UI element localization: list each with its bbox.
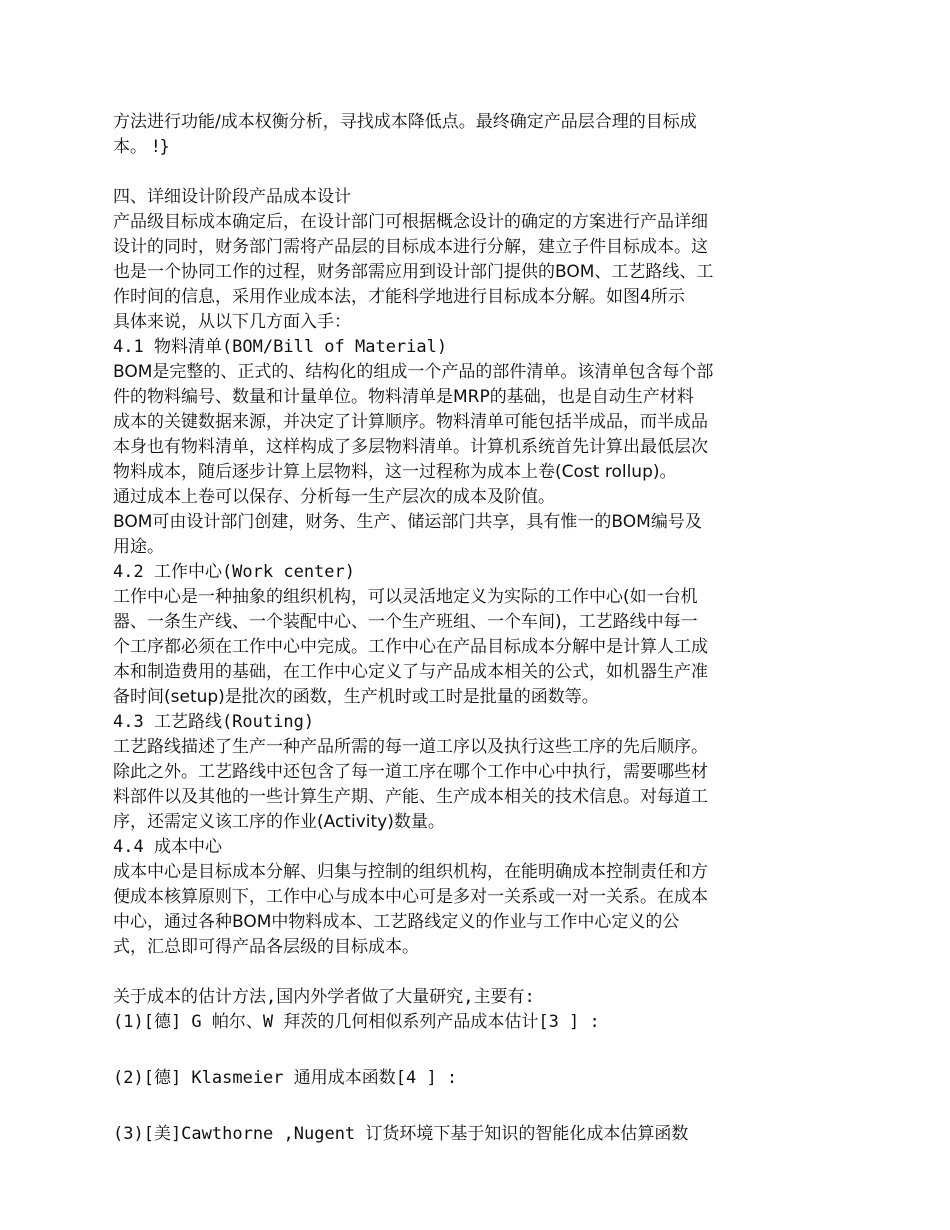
subsection-work-center [113, 560, 773, 710]
text-line: 件的物料编号、数量和计量单位。物料清单是MRP的基础，也是自动生产材料 [113, 387, 694, 407]
paragraph-gap [113, 1035, 773, 1060]
text-line: 用途。 [113, 537, 164, 557]
text-line: 中心，通过各种BOM中物料成本、工艺路线定义的作业与工作中心定义的公 [113, 912, 680, 932]
text-line: BOM是完整的、正式的、结构化的组成一个产品的部件清单。该清单包含每个部 [113, 362, 714, 382]
text-line: 本。 !} [113, 137, 171, 157]
text-line: 式，汇总即可得产品各层级的目标成本。 [113, 937, 419, 957]
text-line: 具体来说，从以下几方面入手： [113, 312, 351, 332]
intro-paragraph [113, 110, 773, 160]
subsection-routing [113, 710, 773, 835]
subsection-heading: 4.3 工艺路线(Routing) [113, 712, 315, 732]
method-item: (3)[美]Cawthorne ,Nugent 订货环境下基于知识的智能化成本估算函数 [113, 1124, 689, 1144]
paragraph-gap [113, 1091, 773, 1116]
method-item: (1)[德] G 帕尔、W 拜茨的几何相似系列产品成本估计[3 ] : [113, 1012, 600, 1032]
text-line: 本和制造费用的基础，在工作中心定义了与产品成本相关的公式，如机器生产准 [113, 662, 708, 682]
method-item: (2)[德] Klasmeier 通用成本函数[4 ] : [113, 1068, 458, 1088]
text-line: 便成本核算原则下，工作中心与成本中心可是多对一关系或一对一关系。在成本 [113, 887, 708, 907]
paragraph-gap [113, 960, 773, 985]
subsection-heading: 4.1 物料清单(BOM/Bill of Material) [113, 337, 448, 357]
text-line: 备时间(setup)是批次的函数，生产机时或工时是批量的函数等。 [113, 687, 599, 707]
section-title: 四、详细设计阶段产品成本设计 [113, 187, 351, 207]
paragraph-gap [113, 160, 773, 185]
text-line: 工作中心是一种抽象的组织机构，可以灵活地定义为实际的工作中心(如一台机 [113, 587, 698, 607]
method-list [113, 1010, 773, 1147]
text-line: 器、一条生产线、一个装配中心、一个生产班组、一个车间)，工艺路线中每一 [113, 612, 698, 632]
text-line: 物料成本，随后逐步计算上层物料，这一过程称为成本上卷(Cost rollup)。 [113, 462, 677, 482]
estimation-intro: 关于成本的估计方法,国内外学者做了大量研究,主要有: [113, 987, 535, 1007]
text-line: 成本中心是目标成本分解、归集与控制的组织机构，在能明确成本控制责任和方 [113, 862, 708, 882]
text-line: BOM可由设计部门创建，财务、生产、储运部门共享，具有惟一的BOM编号及 [113, 512, 702, 532]
text-line: 序，还需定义该工序的作业(Activity)数量。 [113, 812, 445, 832]
text-line: 通过成本上卷可以保存、分析每一生产层次的成本及阶值。 [113, 487, 555, 507]
section-paragraph [113, 210, 773, 335]
text-line: 成本的关键数据来源，并决定了计算顺序。物料清单可能包括半成品，而半成品 [113, 412, 708, 432]
text-line: 作时间的信息，采用作业成本法，才能科学地进行目标成本分解。如图4所示 [113, 287, 685, 307]
text-line: 除此之外。工艺路线中还包含了每一道工序在哪个工作中心中执行，需要哪些材 [113, 762, 708, 782]
text-line: 个工序都必须在工作中心中完成。工作中心在产品目标成本分解中是计算人工成 [113, 637, 708, 657]
text-line: 料部件以及其他的一些计算生产期、产能、生产成本相关的技术信息。对每道工 [113, 787, 708, 807]
document-page [113, 110, 773, 1147]
text-line: 设计的同时，财务部门需将产品层的目标成本进行分解，建立子件目标成本。这 [113, 237, 708, 257]
subsection-cost-center [113, 835, 773, 960]
subsection-heading: 4.4 成本中心 [113, 837, 222, 857]
subsection-bom [113, 335, 773, 560]
subsection-heading: 4.2 工作中心(Work center) [113, 562, 355, 582]
text-line: 也是一个协同工作的过程，财务部需应用到设计部门提供的BOM、工艺路线、工 [113, 262, 714, 282]
text-line: 方法进行功能/成本权衡分析，寻找成本降低点。最终确定产品层合理的目标成 [113, 112, 697, 132]
text-line: 工艺路线描述了生产一种产品所需的每一道工序以及执行这些工序的先后顺序。 [113, 737, 708, 757]
text-line: 产品级目标成本确定后，在设计部门可根据概念设计的确定的方案进行产品详细 [113, 212, 708, 232]
text-line: 本身也有物料清单，这样构成了多层物料清单。计算机系统首先计算出最低层次 [113, 437, 708, 457]
